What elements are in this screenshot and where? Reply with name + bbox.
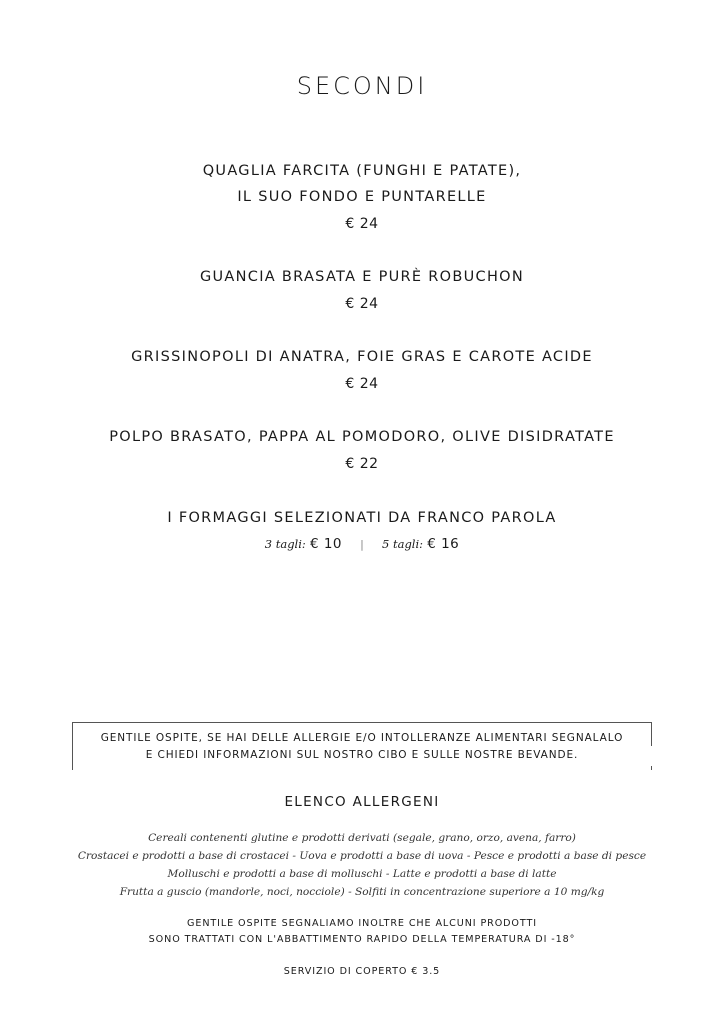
notice-line: GENTILE OSPITE, SE HAI DELLE ALLERGIE E/O INTOLLERANZE ALIMENTARI SEGNALALO bbox=[100, 732, 624, 744]
cheese-options bbox=[0, 536, 724, 552]
dish-price: € 24 bbox=[345, 216, 379, 232]
separator: | bbox=[360, 538, 364, 551]
notice-line: E CHIEDI INFORMAZIONI SUL NOSTRO CIBO E SULLE NOSTRE BEVANDE. bbox=[145, 749, 579, 761]
cheese-option-label: 5 tagli: bbox=[382, 537, 424, 551]
allergen-title: ELENCO ALLERGENI bbox=[284, 794, 440, 810]
footnote-line: SONO TRATTATI CON L'ABBATTIMENTO RAPIDO DELLA TEMPERATURA DI -18° bbox=[148, 934, 576, 945]
dish-name: IL SUO FONDO E PUNTARELLE bbox=[237, 189, 487, 205]
page-title: SECONDI bbox=[296, 72, 428, 100]
notice-border bbox=[651, 766, 652, 770]
allergen-line: Crostacei e prodotti a base di crostacei - Uova e prodotti a base di uova - Pesce e prodotti a base di pesce bbox=[77, 850, 647, 862]
footnote-line: GENTILE OSPITE SEGNALIAMO INOLTRE CHE ALCUNI PRODOTTI bbox=[187, 918, 537, 929]
dish-name: QUAGLIA FARCITA (FUNGHI E PATATE), bbox=[202, 163, 522, 179]
dish-name: GRISSINOPOLI DI ANATRA, FOIE GRAS E CAROTE ACIDE bbox=[131, 349, 593, 365]
cheese-option-price: € 10 bbox=[309, 536, 342, 552]
allergy-notice bbox=[72, 722, 652, 770]
cover-charge: SERVIZIO DI COPERTO € 3.5 bbox=[283, 966, 441, 977]
dish-name: GUANCIA BRASATA E PURÈ ROBUCHON bbox=[199, 269, 525, 285]
allergen-line: Frutta a guscio (mandorle, noci, nocciole) - Solfiti in concentrazione superiore a 10 mg/kg bbox=[119, 886, 605, 898]
dish-name: I FORMAGGI SELEZIONATI DA FRANCO PAROLA bbox=[167, 510, 557, 526]
dish-price: € 24 bbox=[345, 296, 379, 312]
cheese-option-price: € 16 bbox=[427, 536, 460, 552]
allergen-line: Cereali contenenti glutine e prodotti derivati (segale, grano, orzo, avena, farro) bbox=[148, 832, 576, 844]
notice-border bbox=[72, 722, 652, 723]
dish-name: POLPO BRASATO, PAPPA AL POMODORO, OLIVE DISIDRATATE bbox=[109, 429, 615, 445]
dish-price: € 24 bbox=[345, 376, 379, 392]
allergen-line: Molluschi e prodotti a base di molluschi - Latte e prodotti a base di latte bbox=[167, 868, 557, 880]
cheese-option-label: 3 tagli: bbox=[264, 537, 306, 551]
dish-price: € 22 bbox=[345, 456, 379, 472]
